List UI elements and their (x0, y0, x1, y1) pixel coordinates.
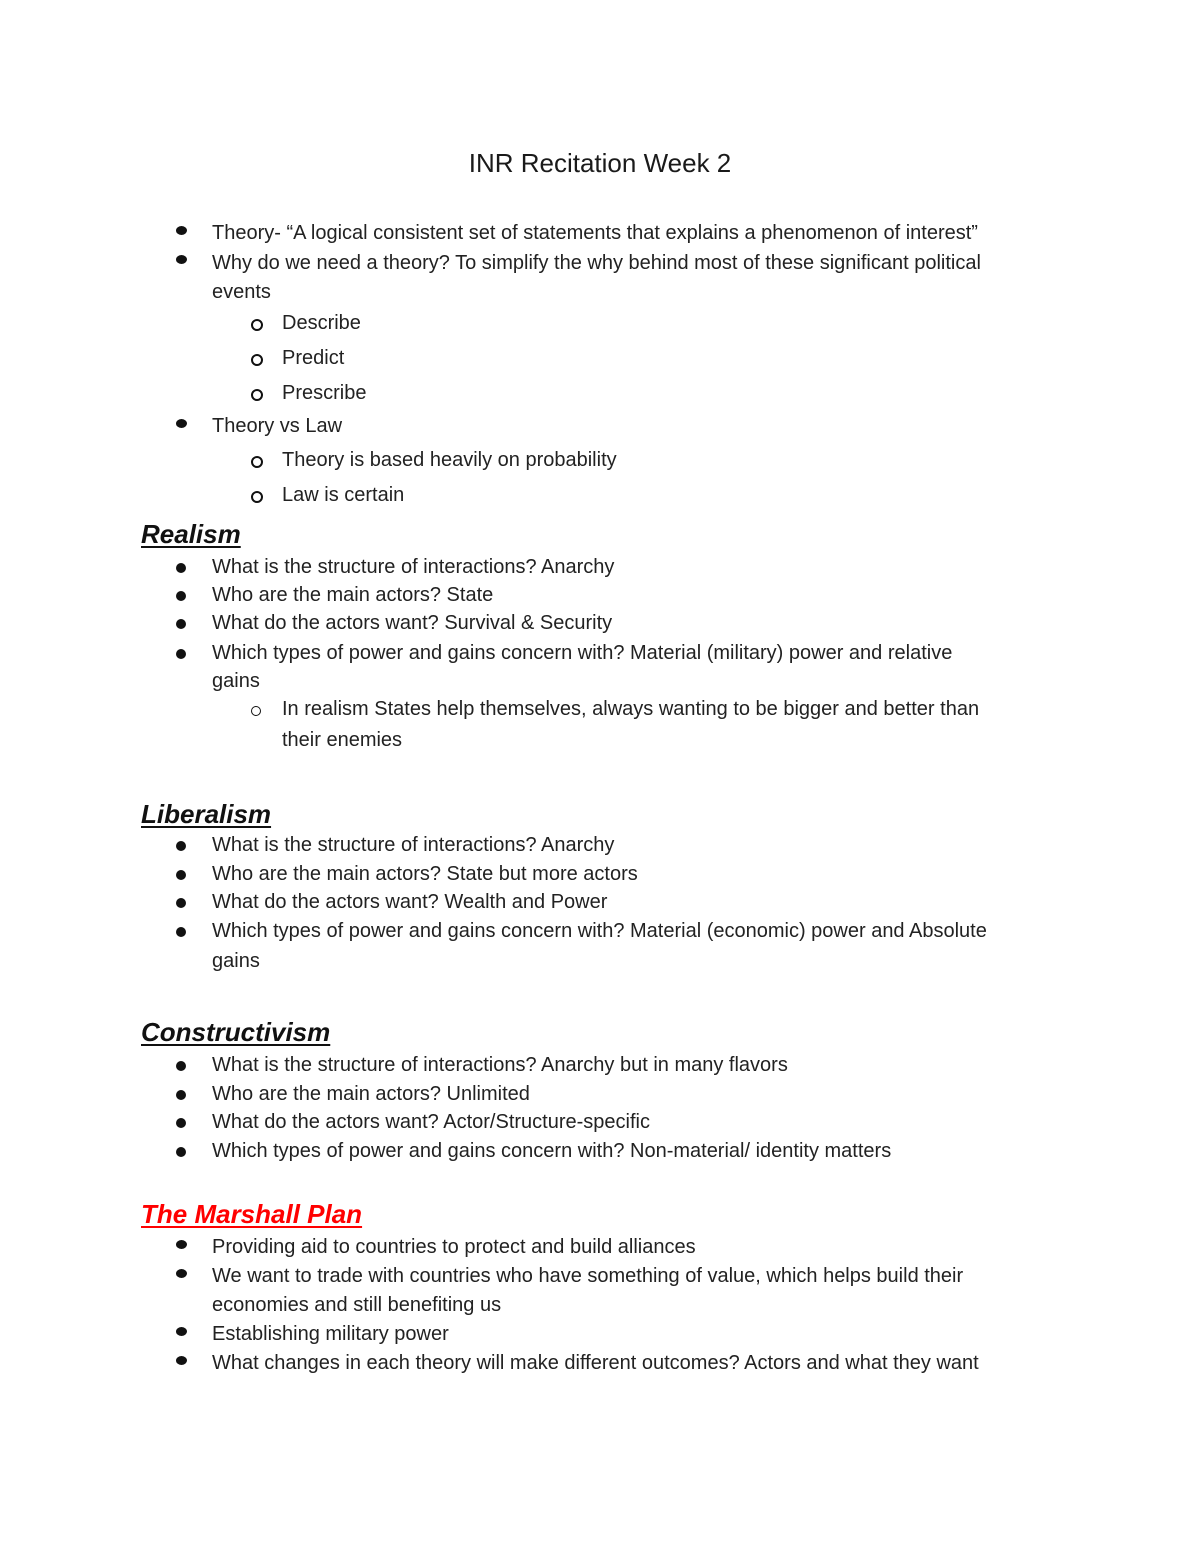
sub-list-item: In realism States help themselves, always wanting to be bigger and better than (282, 698, 980, 720)
list-item: Which types of power and gains concern with? Material (economic) power and Absolute (212, 920, 987, 942)
bullet-icon (176, 1147, 186, 1157)
list-item: What do the actors want? Survival & Security (212, 612, 613, 634)
bullet-icon (176, 898, 186, 908)
hollow-bullet-icon (251, 491, 263, 503)
list-item: Which types of power and gains concern with? Non-material/ identity matters (212, 1140, 892, 1162)
sub-list-item: Predict (282, 347, 345, 369)
bullet-icon (176, 649, 186, 659)
list-item-continuation: gains (212, 950, 260, 972)
sub-list-item: Describe (282, 312, 361, 334)
document-title: INR Recitation Week 2 (468, 148, 732, 178)
sub-list-item: Prescribe (282, 382, 367, 404)
bullet-icon (176, 591, 186, 601)
bullet-icon (176, 1327, 187, 1336)
list-item-continuation: economies and still benefiting us (212, 1294, 502, 1316)
bullet-icon (176, 619, 186, 629)
list-item: Theory vs Law (212, 415, 343, 437)
list-item: What is the structure of interactions? Anarchy (212, 834, 615, 856)
bullet-icon (176, 1090, 186, 1100)
list-item: Providing aid to countries to protect and build alliances (212, 1236, 696, 1258)
list-item: Who are the main actors? Unlimited (212, 1083, 530, 1105)
sub-list-item: Theory is based heavily on probability (282, 449, 617, 471)
list-item: What changes in each theory will make different outcomes? Actors and what they want (212, 1352, 979, 1374)
list-item-continuation: gains (212, 670, 260, 692)
bullet-icon (176, 841, 186, 851)
list-item: Why do we need a theory? To simplify the why behind most of these significant political (212, 252, 981, 274)
sub-list-item: Law is certain (282, 484, 405, 506)
hollow-bullet-icon (251, 706, 261, 716)
list-item: What is the structure of interactions? Anarchy but in many flavors (212, 1054, 788, 1076)
bullet-icon (176, 1269, 187, 1278)
hollow-bullet-icon (251, 354, 263, 366)
bullet-icon (176, 1061, 186, 1071)
hollow-bullet-icon (251, 319, 263, 331)
list-item-continuation: events (212, 281, 271, 303)
section-heading-constructivism: Constructivism (141, 1017, 331, 1047)
bullet-icon (176, 870, 186, 880)
bullet-icon (176, 1356, 187, 1365)
bullet-icon (176, 226, 187, 235)
section-heading-marshall-plan: The Marshall Plan (141, 1199, 363, 1229)
bullet-icon (176, 563, 186, 573)
list-item: What is the structure of interactions? Anarchy (212, 556, 615, 578)
list-item: Establishing military power (212, 1323, 449, 1345)
list-item: Who are the main actors? State (212, 584, 494, 606)
list-item: Theory- “A logical consistent set of statements that explains a phenomenon of interest” (212, 222, 978, 244)
bullet-icon (176, 1240, 187, 1249)
bullet-icon (176, 419, 187, 428)
sub-list-item-continuation: their enemies (282, 729, 403, 751)
list-item: Who are the main actors? State but more actors (212, 863, 638, 885)
hollow-bullet-icon (251, 456, 263, 468)
section-heading-realism: Realism (141, 519, 241, 549)
bullet-icon (176, 927, 186, 937)
bullet-icon (176, 1118, 186, 1128)
list-item: What do the actors want? Wealth and Power (212, 891, 608, 913)
list-item: What do the actors want? Actor/Structure-specific (212, 1111, 650, 1133)
section-heading-liberalism: Liberalism (141, 799, 272, 829)
hollow-bullet-icon (251, 389, 263, 401)
list-item: Which types of power and gains concern with? Material (military) power and relative (212, 642, 953, 664)
bullet-icon (176, 255, 187, 264)
list-item: We want to trade with countries who have something of value, which helps build their (212, 1265, 964, 1287)
